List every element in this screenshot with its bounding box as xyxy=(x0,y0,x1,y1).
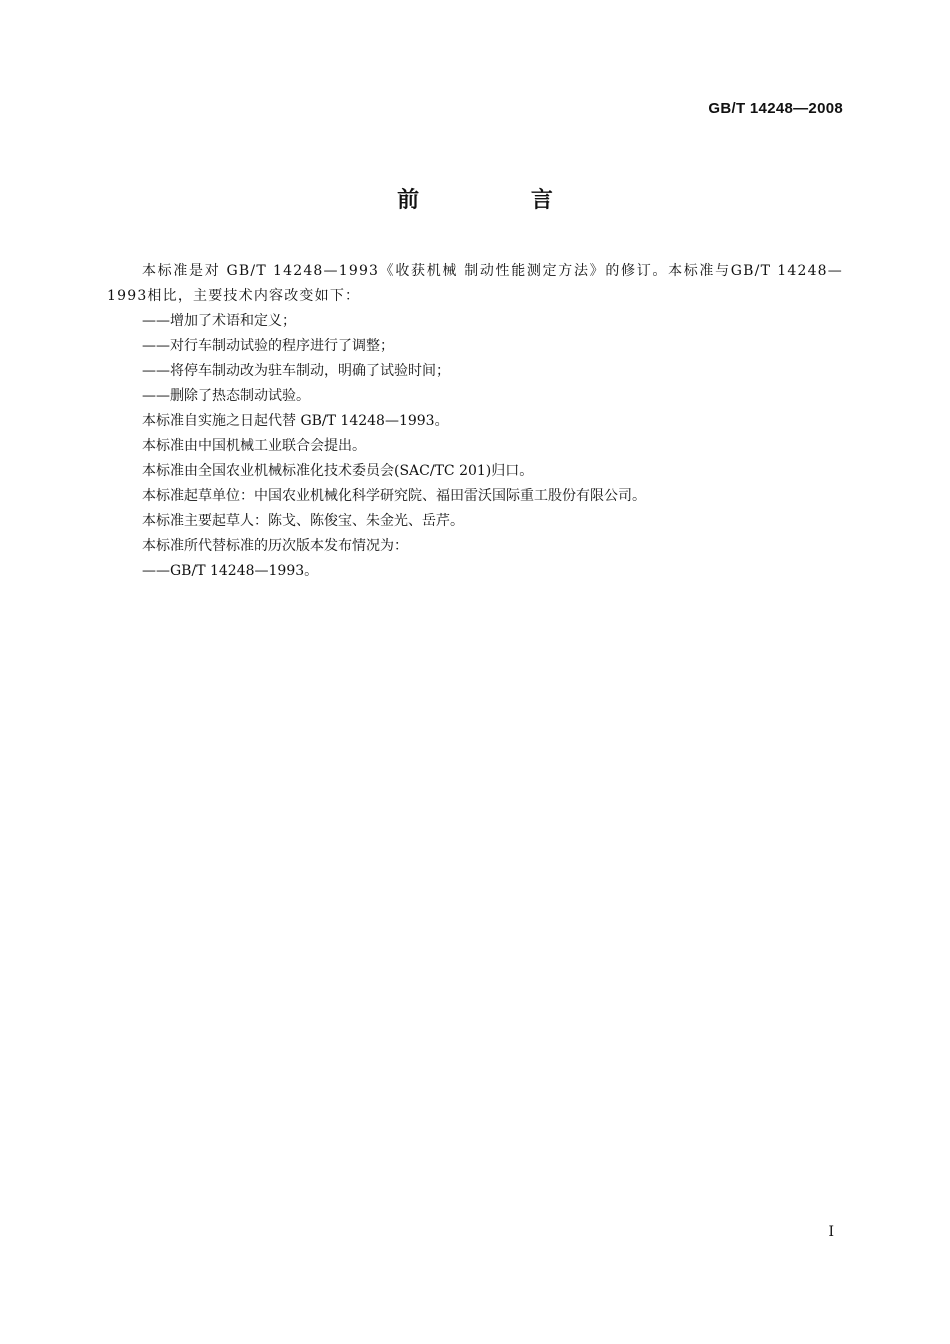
paragraph-under-jurisdiction: 本标准由全国农业机械标准化技术委员会(SAC/TC 201)归口。 xyxy=(142,463,534,479)
list-item-parking-brake: ——将停车制动改为驻车制动，明确了试验时间； xyxy=(142,363,450,379)
list-item-previous-edition: ——GB/T 14248—1993。 xyxy=(142,563,319,579)
paragraph-drafters: 本标准主要起草人：陈戈、陈俊宝、朱金光、岳芹。 xyxy=(142,513,464,529)
page-title: 前 言 xyxy=(397,188,605,213)
foreword-body xyxy=(107,259,843,584)
list-item-thermal-brake: ——删除了热态制动试验。 xyxy=(142,388,310,404)
page-number: I xyxy=(828,1224,834,1240)
standard-code: GB/T 14248—2008 xyxy=(708,100,843,117)
list-item-terms: ——增加了术语和定义； xyxy=(142,313,296,329)
paragraph-replaces: 本标准自实施之日起代替 GB/T 14248—1993。 xyxy=(142,413,449,429)
paragraph-previous-editions: 本标准所代替标准的历次版本发布情况为： xyxy=(142,538,408,554)
paragraph-revision-intro: 本标准是对 GB/T 14248—1993《收获机械 制动性能测定方法》的修订。本标准与GB/T 14248—1993相比，主要技术内容改变如下： xyxy=(107,263,843,304)
paragraph-drafting-units: 本标准起草单位：中国农业机械化科学研究院、福田雷沃国际重工股份有限公司。 xyxy=(142,488,646,504)
list-item-service-brake: ——对行车制动试验的程序进行了调整； xyxy=(142,338,394,354)
paragraph-proposed-by: 本标准由中国机械工业联合会提出。 xyxy=(142,438,366,454)
